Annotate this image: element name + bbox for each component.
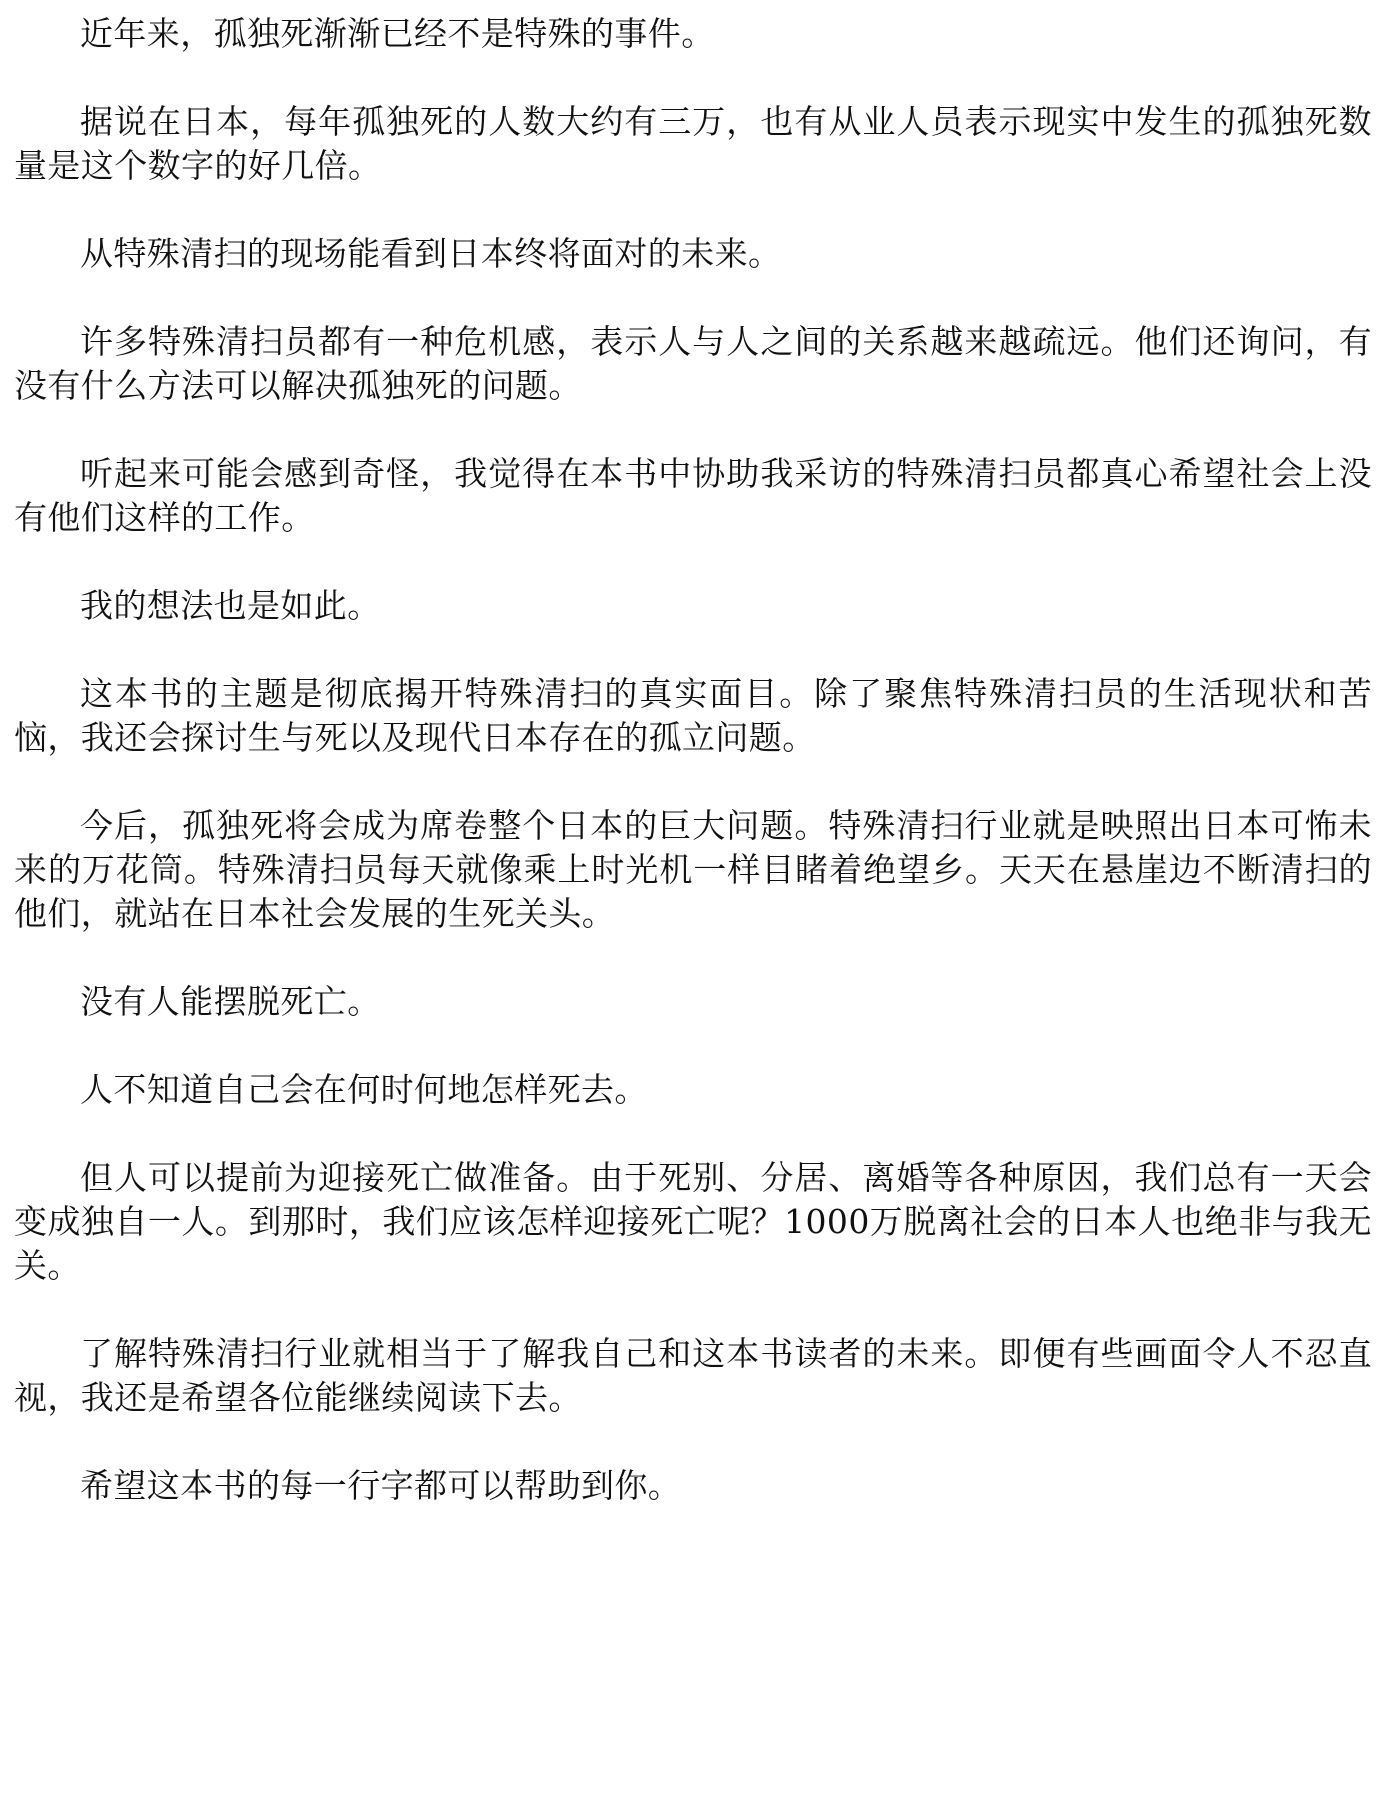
paragraph: 希望这本书的每一行字都可以帮助到你。 [80,1466,682,1505]
paragraph: 了解特殊清扫行业就相当于了解我自己和这本书读者的未来。即便有些画面令人不忍直视，我还是希望各位能继续阅读下去。 [14,1334,1372,1417]
paragraph: 据说在日本，每年孤独死的人数大约有三万，也有从业人员表示现实中发生的孤独死数量是这个数字的好几倍。 [14,102,1372,185]
paragraph: 听起来可能会感到奇怪，我觉得在本书中协助我采访的特殊清扫员都真心希望社会上没有他们这样的工作。 [14,454,1372,537]
paragraph: 今后，孤独死将会成为席卷整个日本的巨大问题。特殊清扫行业就是映照出日本可怖未来的万花筒。特殊清扫员每天就像乘上时光机一样目睹着绝望乡。天天在悬崖边不断清扫的他们，就站在日本社会发展的生死关头。 [14,806,1372,933]
paragraph: 我的想法也是如此。 [80,586,381,625]
paragraph: 许多特殊清扫员都有一种危机感，表示人与人之间的关系越来越疏远。他们还询问，有没有什么方法可以解决孤独死的问题。 [14,322,1372,405]
paragraph: 人不知道自己会在何时何地怎样死去。 [80,1070,648,1109]
paragraph: 这本书的主题是彻底揭开特殊清扫的真实面目。除了聚焦特殊清扫员的生活现状和苦恼，我还会探讨生与死以及现代日本存在的孤立问题。 [14,674,1372,757]
paragraph: 近年来，孤独死渐渐已经不是特殊的事件。 [80,14,715,53]
paragraph: 从特殊清扫的现场能看到日本终将面对的未来。 [80,234,782,273]
paragraph: 但人可以提前为迎接死亡做准备。由于死别、分居、离婚等各种原因，我们总有一天会变成独自一人。到那时，我们应该怎样迎接死亡呢？1000万脱离社会的日本人也绝非与我无关。 [14,1158,1372,1285]
paragraph: 没有人能摆脱死亡。 [80,982,381,1021]
